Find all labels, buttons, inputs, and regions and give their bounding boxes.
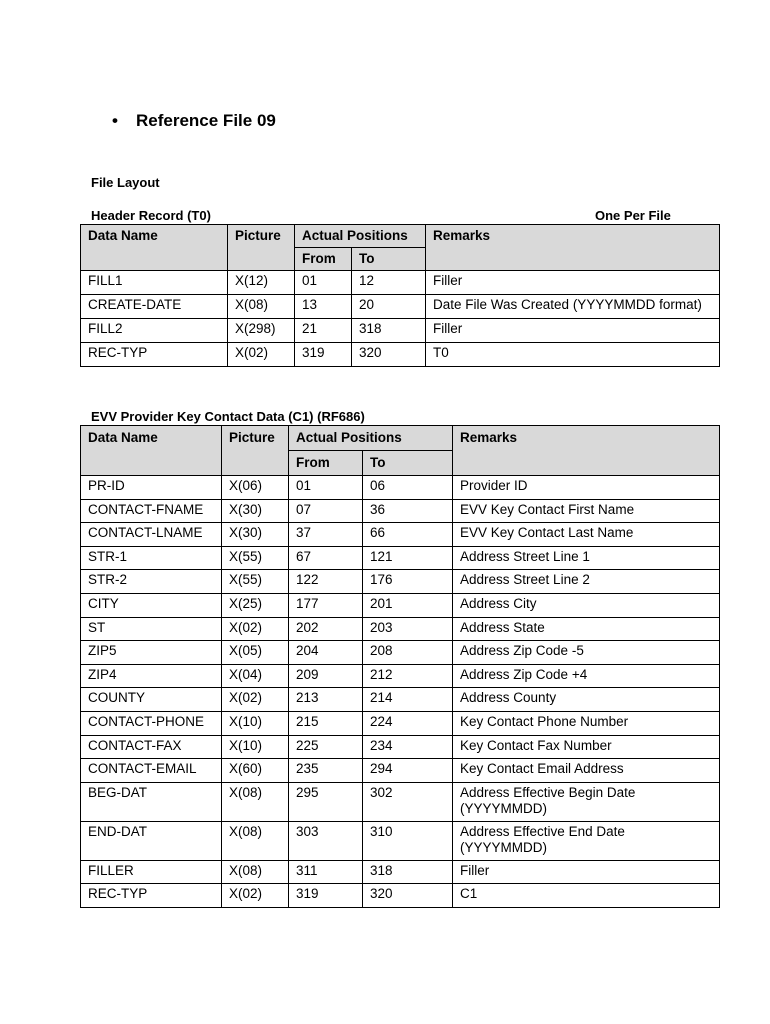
cell-to: 302 xyxy=(363,782,453,821)
table-row xyxy=(81,593,720,617)
cell-data-name: END-DAT xyxy=(81,821,222,860)
cell-data-name: CREATE-DATE xyxy=(81,295,228,319)
cell-data-name: CONTACT-LNAME xyxy=(81,523,222,547)
cell-picture: X(08) xyxy=(222,860,289,884)
cell-from: 01 xyxy=(295,271,352,295)
col-data-name: Data Name xyxy=(81,225,228,271)
col-actual-positions: Actual Positions xyxy=(289,426,453,451)
col-data-name: Data Name xyxy=(81,426,222,476)
section-title: Reference File 09 xyxy=(136,111,276,130)
cell-to: 318 xyxy=(352,319,426,343)
cell-to: 294 xyxy=(363,759,453,783)
cell-from: 07 xyxy=(289,499,363,523)
header-record-rows xyxy=(81,271,720,367)
table-row xyxy=(81,641,720,665)
cell-to: 20 xyxy=(352,295,426,319)
cell-to: 176 xyxy=(363,570,453,594)
cell-remarks: Key Contact Phone Number xyxy=(453,711,720,735)
table-row xyxy=(81,688,720,712)
cell-picture: X(02) xyxy=(228,343,295,367)
table-row xyxy=(81,821,720,860)
table-row xyxy=(81,759,720,783)
cell-data-name: REC-TYP xyxy=(81,884,222,908)
table-row xyxy=(81,476,720,500)
cell-from: 215 xyxy=(289,711,363,735)
cell-from: 209 xyxy=(289,664,363,688)
cell-remarks: Address Effective End Date (YYYYMMDD) xyxy=(453,821,720,860)
cell-from: 37 xyxy=(289,523,363,547)
table-row xyxy=(81,546,720,570)
col-picture: Picture xyxy=(222,426,289,476)
cell-picture: X(08) xyxy=(228,295,295,319)
cell-picture: X(05) xyxy=(222,641,289,665)
cell-from: 21 xyxy=(295,319,352,343)
cell-picture: X(10) xyxy=(222,711,289,735)
header-record-title: Header Record (T0) xyxy=(91,208,211,223)
cell-from: 319 xyxy=(289,884,363,908)
cell-remarks: EVV Key Contact First Name xyxy=(453,499,720,523)
col-from: From xyxy=(295,248,352,271)
col-to: To xyxy=(363,451,453,476)
contact-record-title: EVV Provider Key Contact Data (C1) (RF686) xyxy=(91,409,365,424)
contact-record-rows xyxy=(81,476,720,908)
cell-remarks: Address State xyxy=(453,617,720,641)
cell-from: 311 xyxy=(289,860,363,884)
cell-remarks: Address City xyxy=(453,593,720,617)
cell-from: 01 xyxy=(289,476,363,500)
cell-from: 213 xyxy=(289,688,363,712)
cell-picture: X(30) xyxy=(222,523,289,547)
cell-picture: X(60) xyxy=(222,759,289,783)
cell-data-name: PR-ID xyxy=(81,476,222,500)
cell-remarks: Address Street Line 1 xyxy=(453,546,720,570)
cell-picture: X(25) xyxy=(222,593,289,617)
cell-picture: X(02) xyxy=(222,617,289,641)
cell-to: 224 xyxy=(363,711,453,735)
cell-to: 201 xyxy=(363,593,453,617)
cell-data-name: BEG-DAT xyxy=(81,782,222,821)
cell-data-name: REC-TYP xyxy=(81,343,228,367)
cell-to: 212 xyxy=(363,664,453,688)
col-actual-positions: Actual Positions xyxy=(295,225,426,248)
table-row xyxy=(81,860,720,884)
cell-remarks: Key Contact Email Address xyxy=(453,759,720,783)
cell-data-name: CITY xyxy=(81,593,222,617)
cell-remarks: Filler xyxy=(453,860,720,884)
cell-remarks: Filler xyxy=(426,319,720,343)
cell-from: 235 xyxy=(289,759,363,783)
cell-picture: X(02) xyxy=(222,688,289,712)
table-row xyxy=(81,735,720,759)
col-from: From xyxy=(289,451,363,476)
cell-data-name: CONTACT-FNAME xyxy=(81,499,222,523)
cell-from: 204 xyxy=(289,641,363,665)
cell-picture: X(04) xyxy=(222,664,289,688)
cell-to: 12 xyxy=(352,271,426,295)
cell-remarks: T0 xyxy=(426,343,720,367)
cell-from: 67 xyxy=(289,546,363,570)
cell-data-name: FILL1 xyxy=(81,271,228,295)
section-heading xyxy=(112,111,276,131)
cell-to: 320 xyxy=(363,884,453,908)
table-row xyxy=(81,523,720,547)
col-remarks: Remarks xyxy=(426,225,720,271)
col-picture: Picture xyxy=(228,225,295,271)
cell-data-name: CONTACT-EMAIL xyxy=(81,759,222,783)
table-row xyxy=(81,617,720,641)
table-row xyxy=(81,295,720,319)
cell-picture: X(55) xyxy=(222,570,289,594)
col-remarks: Remarks xyxy=(453,426,720,476)
cell-to: 208 xyxy=(363,641,453,665)
cell-to: 66 xyxy=(363,523,453,547)
cell-to: 203 xyxy=(363,617,453,641)
cell-remarks: Address Zip Code -5 xyxy=(453,641,720,665)
cell-remarks: Date File Was Created (YYYYMMDD format) xyxy=(426,295,720,319)
cell-to: 318 xyxy=(363,860,453,884)
cell-picture: X(06) xyxy=(222,476,289,500)
table-row xyxy=(81,319,720,343)
cell-from: 13 xyxy=(295,295,352,319)
table-row xyxy=(81,499,720,523)
cell-data-name: COUNTY xyxy=(81,688,222,712)
bullet: • xyxy=(112,111,118,130)
cell-remarks: Address Street Line 2 xyxy=(453,570,720,594)
cell-remarks: Address County xyxy=(453,688,720,712)
cell-from: 295 xyxy=(289,782,363,821)
cell-remarks: Provider ID xyxy=(453,476,720,500)
cell-from: 122 xyxy=(289,570,363,594)
cell-picture: X(08) xyxy=(222,821,289,860)
cell-picture: X(08) xyxy=(222,782,289,821)
table-row xyxy=(81,782,720,821)
cell-remarks: EVV Key Contact Last Name xyxy=(453,523,720,547)
table-row xyxy=(81,664,720,688)
table-row xyxy=(81,570,720,594)
file-layout-label: File Layout xyxy=(91,175,160,190)
cell-data-name: ZIP5 xyxy=(81,641,222,665)
cell-picture: X(12) xyxy=(228,271,295,295)
cell-picture: X(55) xyxy=(222,546,289,570)
cell-remarks: Filler xyxy=(426,271,720,295)
cell-data-name: STR-1 xyxy=(81,546,222,570)
cell-remarks: Address Zip Code +4 xyxy=(453,664,720,688)
cell-picture: X(02) xyxy=(222,884,289,908)
cell-picture: X(298) xyxy=(228,319,295,343)
cell-to: 214 xyxy=(363,688,453,712)
cell-picture: X(10) xyxy=(222,735,289,759)
cell-from: 319 xyxy=(295,343,352,367)
cell-from: 202 xyxy=(289,617,363,641)
col-to: To xyxy=(352,248,426,271)
cell-to: 310 xyxy=(363,821,453,860)
cell-to: 320 xyxy=(352,343,426,367)
cell-data-name: ST xyxy=(81,617,222,641)
contact-record-table xyxy=(80,425,720,908)
table-row xyxy=(81,884,720,908)
cell-to: 234 xyxy=(363,735,453,759)
cell-from: 303 xyxy=(289,821,363,860)
cell-to: 121 xyxy=(363,546,453,570)
cell-data-name: STR-2 xyxy=(81,570,222,594)
cell-data-name: CONTACT-PHONE xyxy=(81,711,222,735)
header-record-frequency: One Per File xyxy=(595,208,671,223)
cell-data-name: CONTACT-FAX xyxy=(81,735,222,759)
cell-picture: X(30) xyxy=(222,499,289,523)
cell-remarks: Key Contact Fax Number xyxy=(453,735,720,759)
cell-data-name: ZIP4 xyxy=(81,664,222,688)
cell-data-name: FILLER xyxy=(81,860,222,884)
header-record-table xyxy=(80,224,720,367)
cell-to: 06 xyxy=(363,476,453,500)
cell-to: 36 xyxy=(363,499,453,523)
cell-from: 177 xyxy=(289,593,363,617)
cell-data-name: FILL2 xyxy=(81,319,228,343)
cell-remarks: Address Effective Begin Date (YYYYMMDD) xyxy=(453,782,720,821)
table-row xyxy=(81,711,720,735)
table-row xyxy=(81,343,720,367)
cell-from: 225 xyxy=(289,735,363,759)
cell-remarks: C1 xyxy=(453,884,720,908)
table-row xyxy=(81,271,720,295)
